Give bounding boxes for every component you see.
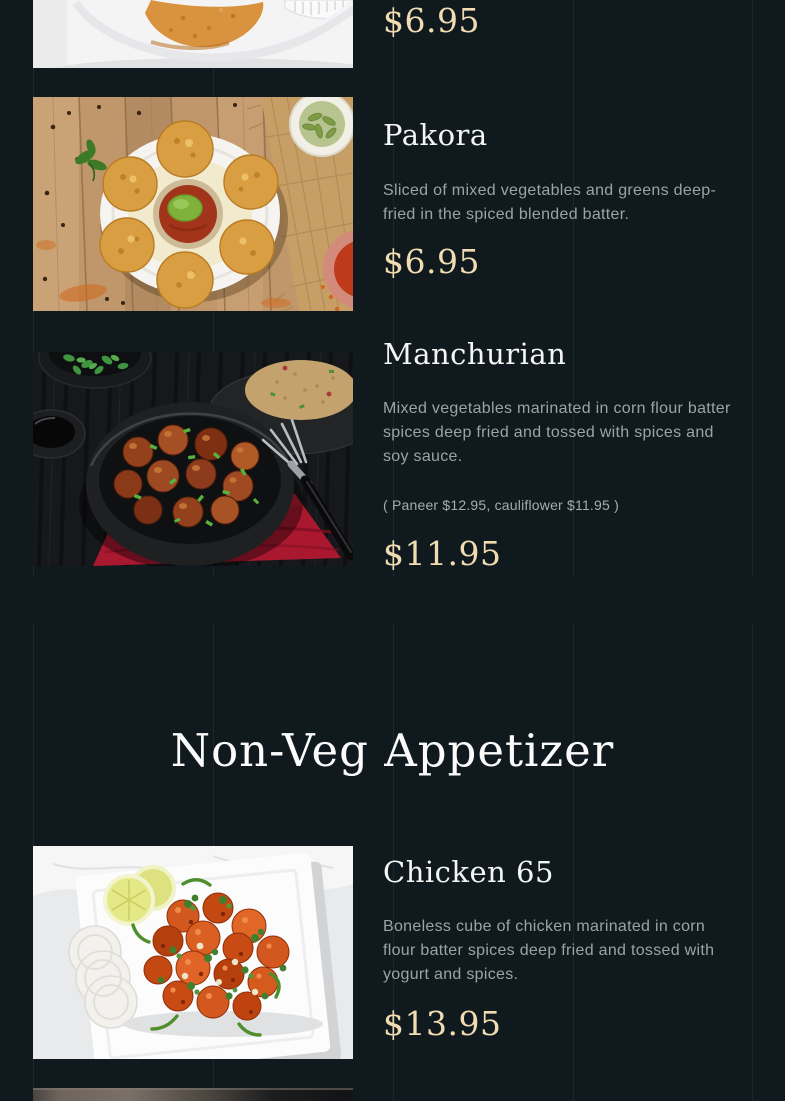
item-variant-note: ( Paneer $12.95, cauliflower $11.95 ) [383,497,619,513]
grid-line [393,0,394,577]
chicken-65-plate-photo [33,846,353,1059]
grid-line [752,623,753,1101]
samosa-on-white-plate-photo [33,0,353,68]
manchurian-bowl-photo [33,352,353,566]
item-price: $6.95 [383,242,480,281]
item-title: Manchurian [383,337,567,371]
next-dish-photo-partial [33,1088,353,1101]
grid-line [573,0,574,577]
item-description: Sliced of mixed vegetables and greens deep-fried in the spiced blended batter. [383,182,717,223]
item-price: $6.95 [383,1,480,40]
item-price: $11.95 [383,534,502,573]
item-title: Pakora [383,118,488,152]
pakora-platter-photo [33,97,353,311]
item-title: Chicken 65 [383,855,554,889]
item-description: Mixed vegetables marinated in corn flour batter spices deep fried and tossed with spices and soy sauce. [383,400,731,465]
item-description: Boneless cube of chicken marinated in corn flour batter spices deep fried and tossed with yogurt and spices. [383,918,715,983]
item-price: $13.95 [383,1004,502,1043]
grid-line [752,0,753,577]
section-heading: Non-Veg Appetizer [170,724,615,777]
grid-line [573,623,574,1101]
